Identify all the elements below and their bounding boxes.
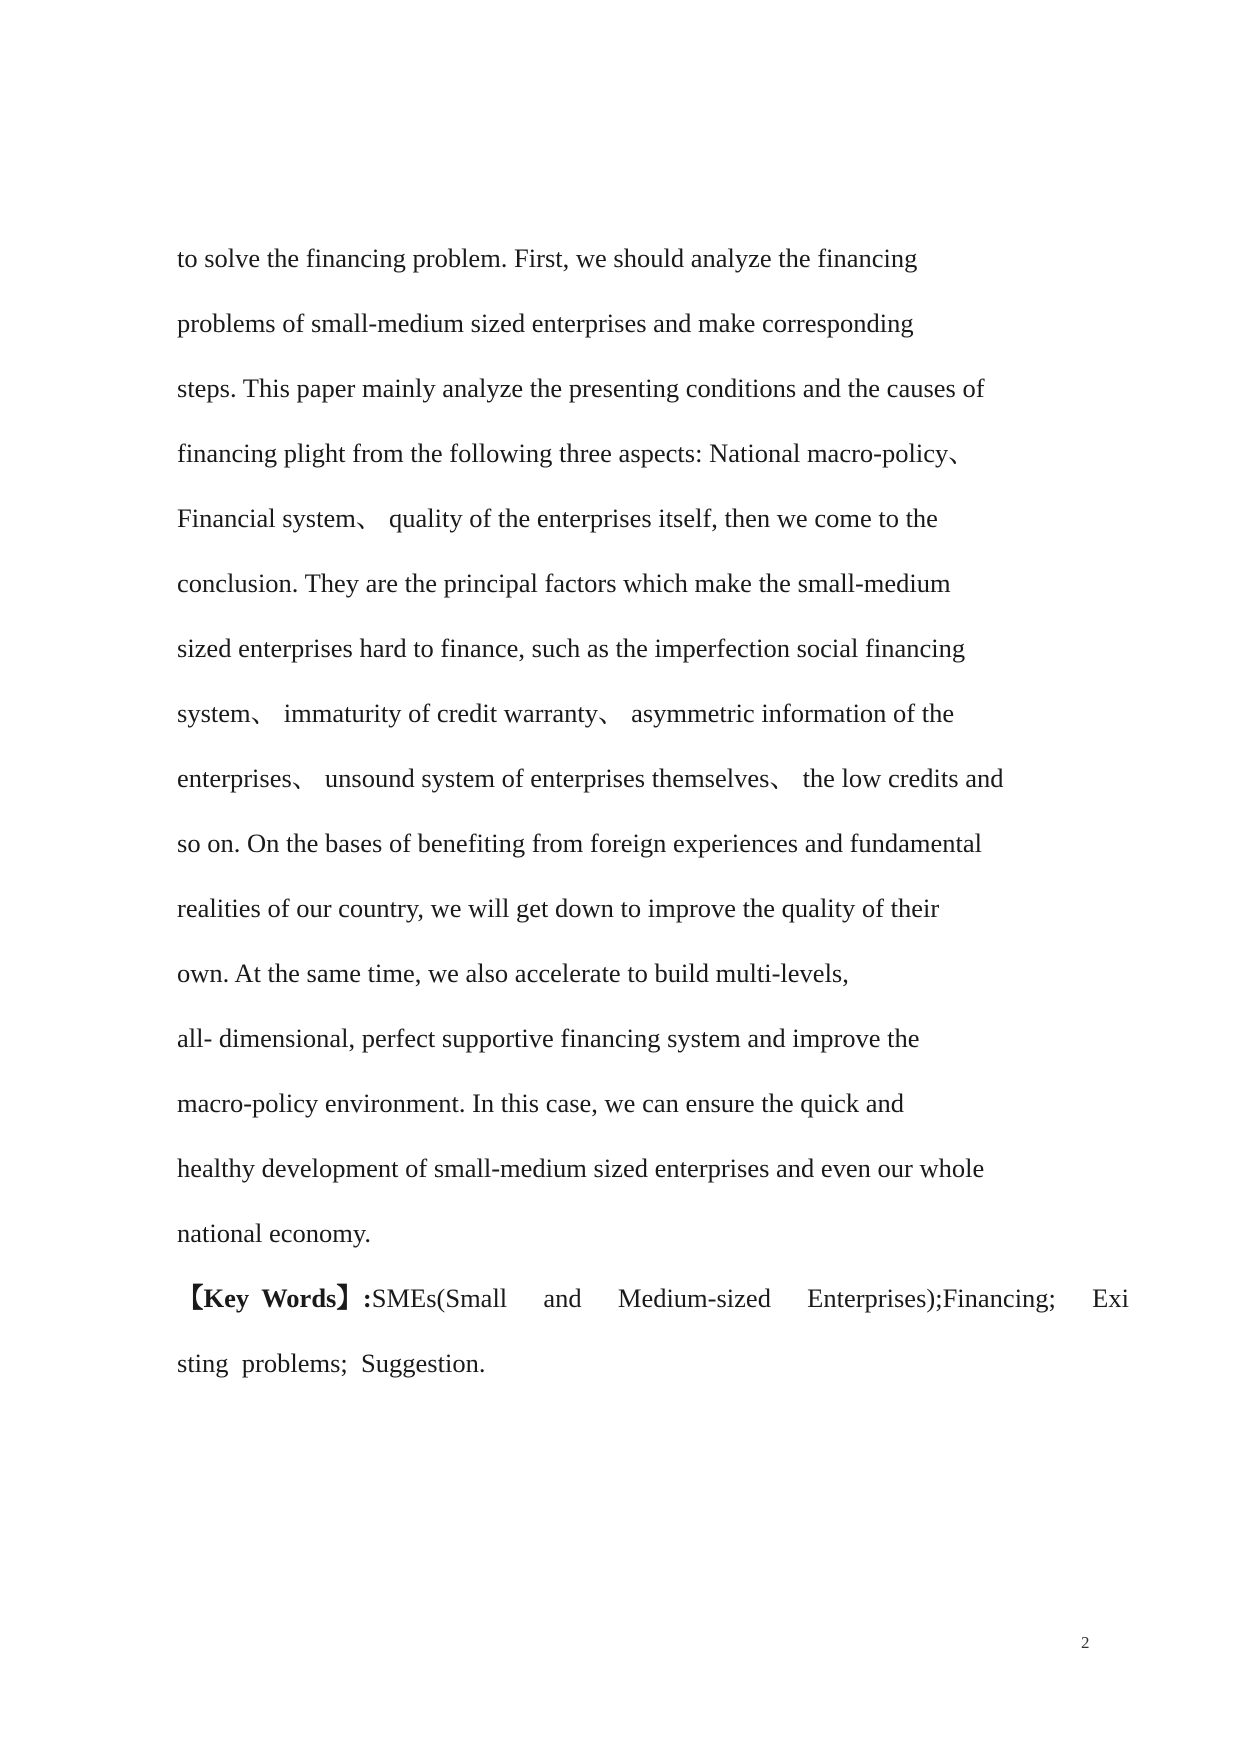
text-line: financing plight from the following three aspects: National macro-policy、: [177, 438, 975, 468]
abstract-body: [177, 226, 1137, 1396]
text-line: conclusion. They are the principal factors which make the small-medium: [177, 568, 951, 598]
text-line: enterprises、 unsound system of enterprises themselves、 the low credits and: [177, 763, 1004, 793]
text-line: national economy.: [177, 1218, 372, 1248]
keyword-text: Enterprises);Financing;: [807, 1283, 1056, 1313]
text-line: to solve the financing problem. First, we should analyze the financing: [177, 243, 918, 273]
text-line: system、 immaturity of credit warranty、 asymmetric information of the: [177, 698, 955, 728]
keyword-text: Medium-sized: [617, 1283, 771, 1313]
keywords-label: 【Key Words】: [177, 1283, 363, 1313]
keyword-text: SMEs(Small: [371, 1283, 508, 1313]
text-line: sized enterprises hard to finance, such as the imperfection social financing: [177, 633, 966, 663]
keywords-line: [177, 1266, 1129, 1331]
text-line: all- dimensional, perfect supportive financing system and improve the: [177, 1023, 920, 1053]
keywords-heading: [177, 1266, 507, 1331]
text-line: realities of our country, we will get down to improve the quality of their: [177, 893, 940, 923]
text-line: problems of small-medium sized enterprises and make corresponding: [177, 308, 914, 338]
keywords-continuation: sting problems; Suggestion.: [177, 1348, 486, 1378]
text-line: so on. On the bases of benefiting from foreign experiences and fundamental: [177, 828, 983, 858]
text-line: own. At the same time, we also accelerate to build multi-levels,: [177, 958, 849, 988]
keyword-text: and: [543, 1283, 582, 1313]
text-line: steps. This paper mainly analyze the presenting conditions and the causes of: [177, 373, 985, 403]
keyword-text: Exi: [1092, 1283, 1129, 1313]
text-line: healthy development of small-medium sized enterprises and even our whole: [177, 1153, 985, 1183]
page-number: 2: [1081, 1633, 1090, 1652]
text-line: Financial system、 quality of the enterprises itself, then we come to the: [177, 503, 938, 533]
keywords-separator: :: [362, 1283, 372, 1313]
text-line: macro-policy environment. In this case, we can ensure the quick and: [177, 1088, 905, 1118]
